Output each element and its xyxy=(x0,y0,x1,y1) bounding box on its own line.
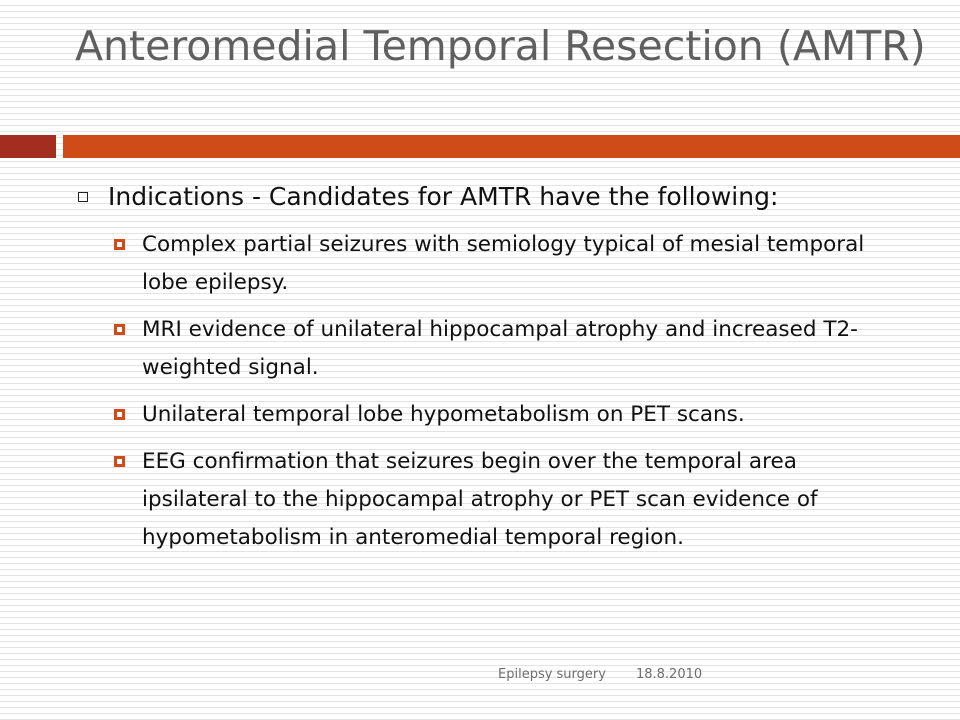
filled-square-bullet-icon xyxy=(114,456,125,467)
sub-bullet-item xyxy=(114,226,894,302)
filled-square-bullet-icon xyxy=(114,409,125,420)
sub-bullet-text: EEG confirmation that seizures begin over the temporal area ipsilateral to the hippocampal atrophy or PET scan evidence of hypometabolism in anteromedial temporal region. xyxy=(142,449,818,550)
sub-bullet-text: MRI evidence of unilateral hippocampal atrophy and increased T2-weighted signal. xyxy=(142,317,858,380)
sub-bullet-text: Complex partial seizures with semiology typical of mesial temporal lobe epilepsy. xyxy=(142,232,865,295)
bullet-indications-text: Indications - Candidates for AMTR have the following: xyxy=(108,182,779,211)
sub-bullet-item xyxy=(114,396,894,434)
sub-bullet-list xyxy=(114,226,894,566)
sub-bullet-item xyxy=(114,311,894,387)
footer-label: Epilepsy surgery xyxy=(498,667,606,682)
filled-square-bullet-icon xyxy=(114,324,125,335)
slide-title: Anteromedial Temporal Resection (AMTR) xyxy=(75,22,926,70)
hollow-square-bullet-icon xyxy=(78,192,88,202)
footer-date: 18.8.2010 xyxy=(635,667,703,682)
slide-footer xyxy=(498,666,702,684)
sub-bullet-text: Unilateral temporal lobe hypometabolism on PET scans. xyxy=(142,402,745,427)
sub-bullet-item xyxy=(114,443,894,557)
filled-square-bullet-icon xyxy=(114,239,125,250)
